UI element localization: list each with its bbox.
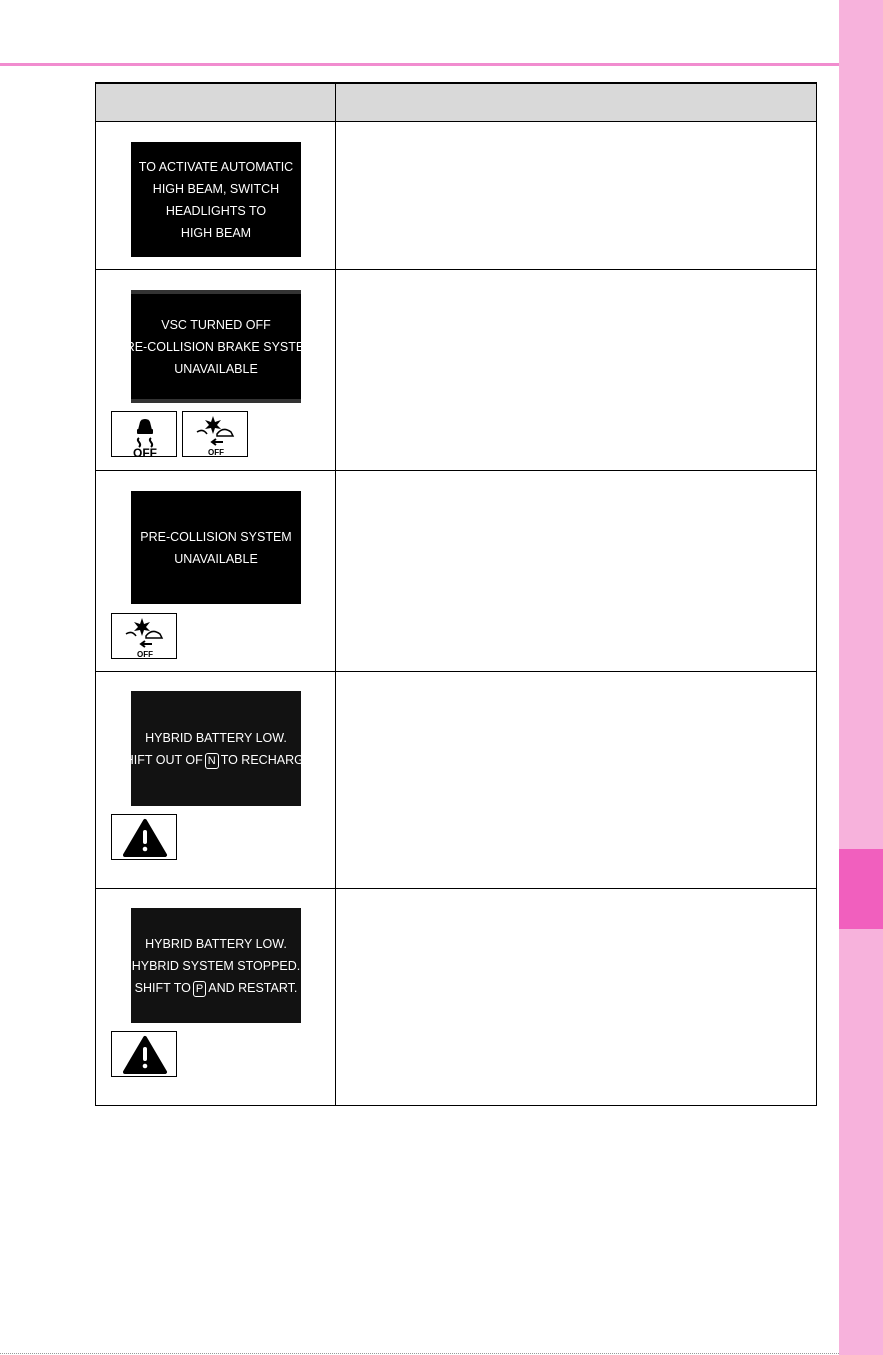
screen-line: HEADLIGHTS TO bbox=[165, 203, 267, 218]
vsc-off-indicator bbox=[111, 411, 177, 457]
indicator-label: OFF bbox=[137, 650, 153, 659]
screen-line: HYBRID BATTERY LOW. bbox=[145, 936, 287, 951]
message-cell bbox=[96, 471, 336, 672]
screen-bar bbox=[131, 399, 301, 403]
message-cell bbox=[96, 122, 336, 270]
display-screen bbox=[117, 290, 315, 403]
screen-line: HYBRID SYSTEM STOPPED. bbox=[131, 958, 301, 973]
description-cell bbox=[336, 471, 817, 672]
message-cell bbox=[96, 270, 336, 471]
master-warning-indicator bbox=[111, 814, 177, 860]
screen-line: TO ACTIVATE AUTOMATIC bbox=[138, 159, 294, 174]
screen-line: UNAVAILABLE bbox=[174, 361, 258, 376]
description-cell bbox=[336, 889, 817, 1106]
header-cell-message bbox=[96, 83, 336, 122]
table-row bbox=[96, 122, 817, 270]
table-row bbox=[96, 471, 817, 672]
screen-line: HIGH BEAM, SWITCH bbox=[152, 181, 280, 196]
screen-text: TO RECHARGE. bbox=[220, 752, 316, 767]
screen-text: AND RESTART. bbox=[208, 980, 298, 995]
display-screen bbox=[131, 908, 301, 1023]
indicator-label: OFF bbox=[208, 448, 224, 457]
master-warning-indicator bbox=[111, 1031, 177, 1077]
description-cell bbox=[336, 122, 817, 270]
message-cell bbox=[96, 672, 336, 889]
screen-bar bbox=[131, 290, 301, 294]
screen-line: PRE-COLLISION BRAKE SYSTEM bbox=[117, 339, 315, 354]
pcs-off-icon bbox=[183, 412, 249, 458]
pcs-off-indicator bbox=[111, 613, 177, 659]
description-cell bbox=[336, 672, 817, 889]
side-section-marker bbox=[839, 849, 883, 929]
screen-line bbox=[116, 749, 315, 771]
table-header-row bbox=[96, 83, 817, 122]
display-screen bbox=[116, 691, 316, 806]
top-rule bbox=[0, 63, 839, 66]
master-warning-icon bbox=[112, 815, 178, 861]
gear-n-box: N bbox=[205, 753, 219, 769]
table-row bbox=[96, 672, 817, 889]
pcs-off-icon bbox=[112, 614, 178, 660]
page-edge-dots bbox=[0, 1353, 839, 1354]
screen-text: SHIFT TO bbox=[134, 980, 191, 995]
table-row bbox=[96, 889, 817, 1106]
vsc-off-icon bbox=[112, 412, 178, 458]
warning-message-table bbox=[95, 82, 817, 1106]
screen-text: SHIFT OUT OF bbox=[116, 752, 203, 767]
screen-line: HIGH BEAM bbox=[180, 225, 252, 240]
display-screen bbox=[131, 142, 301, 257]
screen-line: HYBRID BATTERY LOW. bbox=[145, 730, 287, 745]
screen-line: VSC TURNED OFF bbox=[161, 317, 271, 332]
screen-line: UNAVAILABLE bbox=[174, 551, 258, 566]
description-cell bbox=[336, 270, 817, 471]
indicator-label: OFF bbox=[133, 446, 157, 458]
gear-p-box: P bbox=[193, 981, 206, 997]
pcs-off-indicator bbox=[182, 411, 248, 457]
screen-line bbox=[135, 977, 298, 999]
side-thumb-tab bbox=[839, 0, 883, 1355]
master-warning-icon bbox=[112, 1032, 178, 1078]
table-row bbox=[96, 270, 817, 471]
display-screen bbox=[131, 491, 301, 604]
header-cell-details bbox=[336, 83, 817, 122]
screen-line: PRE-COLLISION SYSTEM bbox=[140, 529, 292, 544]
message-cell bbox=[96, 889, 336, 1106]
